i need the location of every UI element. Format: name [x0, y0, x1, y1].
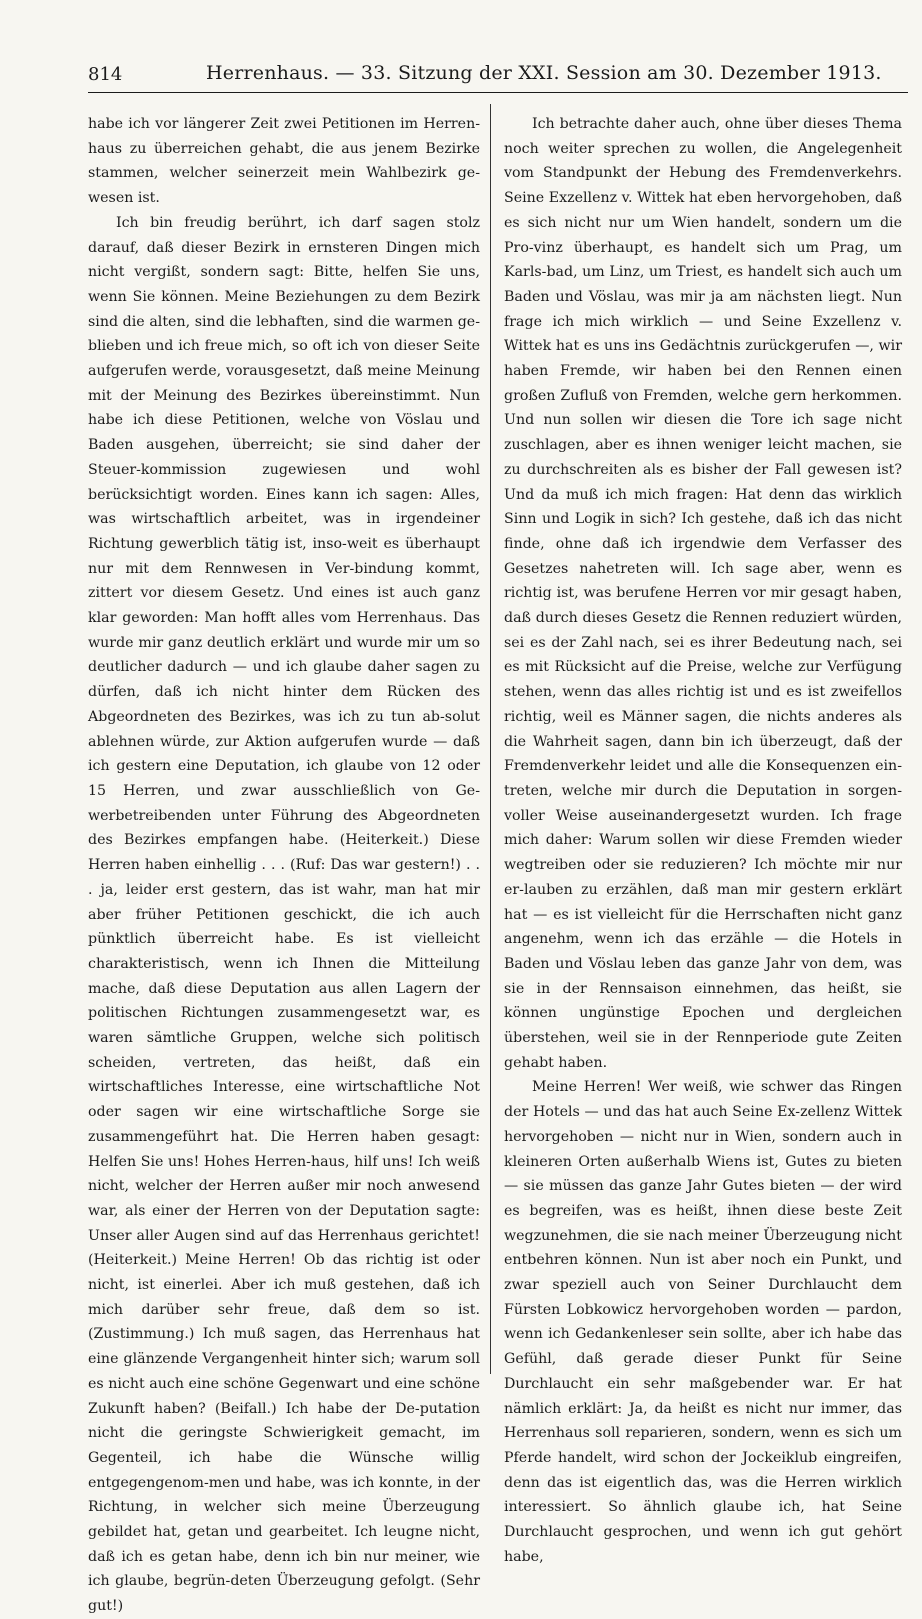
page-header — [88, 60, 908, 93]
running-head: Herrenhaus. — 33. Sitzung der XXI. Session am 30. Dezember 1913. — [206, 62, 882, 84]
right-column — [504, 112, 902, 1569]
page-number: 814 — [88, 64, 123, 85]
right-paragraph-1: Ich betrachte daher auch, ohne über dieses Thema noch weiter sprechen zu wollen, die Angelegenheit vom Standpunkt der Hebung des Fremdenverkehrs. Seine Exzellenz v. Wittek hat eben hervorgehoben, daß es sich nicht nur um Wien handelt, sondern um die Pro-vinz überhaupt, es handelt sich um Prag, um Karls-bad, um Linz, um Triest, es handelt sich auch um Baden und Vöslau, was mir ja am nächsten liegt. Nun frage ich mich wirklich — und Seine Exzellenz v. Wittek hat es uns ins Gedächtnis zurückgerufen —, wir haben Fremde, wir haben bei den Rennen einen großen Zufluß von Fremden, welche gern herkommen. Und nun sollen wir diesen die Tore ich sage nicht zuschlagen, aber es ihnen weniger leicht machen, sie zu durchschreiten als es bisher der Fall gewesen ist? Und da muß ich mich fragen: Hat denn das wirklich Sinn und Logik in sich? Ich gestehe, daß ich das nicht finde, ohne daß ich irgendwie dem Verfasser des Gesetzes nahetreten will. Ich sage aber, wenn es richtig ist, was berufene Herren vor mir gesagt haben, daß durch dieses Gesetz die Rennen reduziert würden, sei es der Zahl nach, sei es ihrer Bedeutung nach, sei es mit Rücksicht auf die Preise, welche zur Verfügung stehen, wenn das alles richtig ist und es ist zweifellos richtig, weil es Männer sagen, die nichts anderes als die Wahrheit sagen, dann bin ich überzeugt, daß der Fremdenverkehr leidet und alle die Konsequenzen ein-treten, welche mir durch die Deputation in sorgen-voller Weise auseinandergesetzt wurden. Ich frage mich daher: Warum sollen wir diese Fremden wieder wegtreiben oder sie reduzieren? Ich möchte mir nur er-lauben zu erzählen, daß man mir gestern erklärt hat — es ist vielleicht für die Herrschaften nicht ganz angenehm, wenn ich das erzähle — die Hotels in Baden und Vöslau leben das ganze Jahr von dem, was sie in der Rennsaison einnehmen, das heißt, sie können ungünstige Epochen und dergleichen überstehen, weil sie in der Rennperiode gute Zeiten gehabt haben. — [504, 116, 902, 1071]
left-paragraph-1: habe ich vor längerer Zeit zwei Petitionen im Herren-haus zu überreichen gehabt, die aus jenem Bezirke stammen, welcher seinerzeit mein Wahlbezirk ge-wesen ist. — [88, 116, 480, 207]
right-paragraph-2: Meine Herren! Wer weiß, wie schwer das Ringen der Hotels — und das hat auch Seine Ex-zellenz Wittek hervorgehoben — nicht nur in Wien, sondern auch in kleineren Orten außerhalb Wiens ist, Gutes zu bieten — sie müssen das ganze Jahr Gutes bieten — der wird es begreifen, was es heißt, ihnen diese beste Zeit wegzunehmen, die sie nach meiner Überzeugung nicht entbehren können. Nun ist aber noch ein Punkt, und zwar speziell auch von Seiner Durchlaucht dem Fürsten Lobkowicz hervorgehoben worden — pardon, wenn ich Gedankenleser sein sollte, aber ich habe das Gefühl, daß gerade dieser Punkt für Seine Durchlaucht ein sehr maßgebender war. Er hat nämlich erklärt: Ja, da heißt es nicht nur immer, das Herrenhaus soll reparieren, sondern, wenn es sich um Pferde handelt, wird schon der Jockeiklub eingreifen, denn das ist eigentlich das, was die Herren wirklich interessiert. So ähnlich glaube ich, hat Seine Durchlaucht gesprochen, und wenn ich gut gehört habe, — [504, 1079, 902, 1565]
column-divider — [490, 104, 491, 1374]
left-column — [88, 112, 480, 1619]
left-paragraph-2: Ich bin freudig berührt, ich darf sagen stolz darauf, daß dieser Bezirk in ernsteren Dingen mich nicht vergißt, sondern sagt: Bitte, helfen Sie uns, wenn Sie können. Meine Beziehungen zu dem Bezirk sind die alten, sind die lebhaften, sind die warmen ge-blieben und ich freue mich, so oft ich von dieser Seite aufgerufen werde, vorausgesetzt, daß meine Meinung mit der Meinung des Bezirkes übereinstimmt. Nun habe ich diese Petitionen, welche von Vöslau und Baden ausgehen, überreicht; sie sind daher der Steuer-kommission zugewiesen und wohl berücksichtigt worden. Eines kann ich sagen: Alles, was wirtschaftlich arbeitet, was in irgendeiner Richtung gewerblich tätig ist, inso-weit es überhaupt nur mit dem Rennwesen in Ver-bindung kommt, zittert vor diesem Gesetz. Und eines ist auch ganz klar geworden: Man hofft alles vom Herrenhaus. Das wurde mir ganz deutlich erklärt und wurde mir um so deutlicher dadurch — und ich glaube daher sagen zu dürfen, daß ich nicht hinter dem Rücken des Abgeordneten des Bezirkes, was ich zu tun ab-solut ablehnen würde, zur Aktion aufgerufen wurde — daß ich gestern eine Deputation, ich glaube von 12 oder 15 Herren, und zwar ausschließlich von Ge-werbetreibenden unter Führung des Abgeordneten des Bezirkes empfangen habe. (Heiterkeit.) Diese Herren haben einhellig . . . (Ruf: Das war gestern!) . . . ja, leider erst gestern, das ist wahr, man hat mir aber früher Petitionen geschickt, die ich auch pünktlich überreicht habe. Es ist vielleicht charakteristisch, wenn ich Ihnen die Mitteilung mache, daß diese Deputation aus allen Lagern der politischen Richtungen zusammengesetzt war, es waren sämtliche Gruppen, welche sich politisch scheiden, vertreten, das heißt, daß ein wirtschaftliches Interesse, eine wirtschaftliche Not oder sagen wir eine wirtschaftliche Sorge sie zusammengeführt hat. Die Herren haben gesagt: Helfen Sie uns! Hohes Herren-haus, hilf uns! Ich weiß nicht, welcher der Herren außer mir noch anwesend war, als einer der Herren von der Deputation sagte: Unser aller Augen sind auf das Herrenhaus gerichtet! (Heiterkeit.) Meine Herren! Ob das richtig ist oder nicht, ist einerlei. Aber ich muß gestehen, daß ich mich darüber sehr freue, daß dem so ist. (Zustimmung.) Ich muß sagen, das Herrenhaus hat eine glänzende Vergangenheit hinter sich; warum soll es nicht auch eine schöne Gegenwart und eine schöne Zukunft haben? (Beifall.) Ich habe der De-putation nicht die geringste Schwierigkeit gemacht, im Gegenteil, ich habe die Wünsche willig entgegengenom-men und habe, was ich konnte, in der Richtung, in welcher sich meine Überzeugung gebildet hat, getan und gearbeitet. Ich leugne nicht, daß ich es getan habe, denn ich bin nur meiner, wie ich glaube, begrün-deten Überzeugung gefolgt. (Sehr gut!) — [88, 214, 480, 1615]
